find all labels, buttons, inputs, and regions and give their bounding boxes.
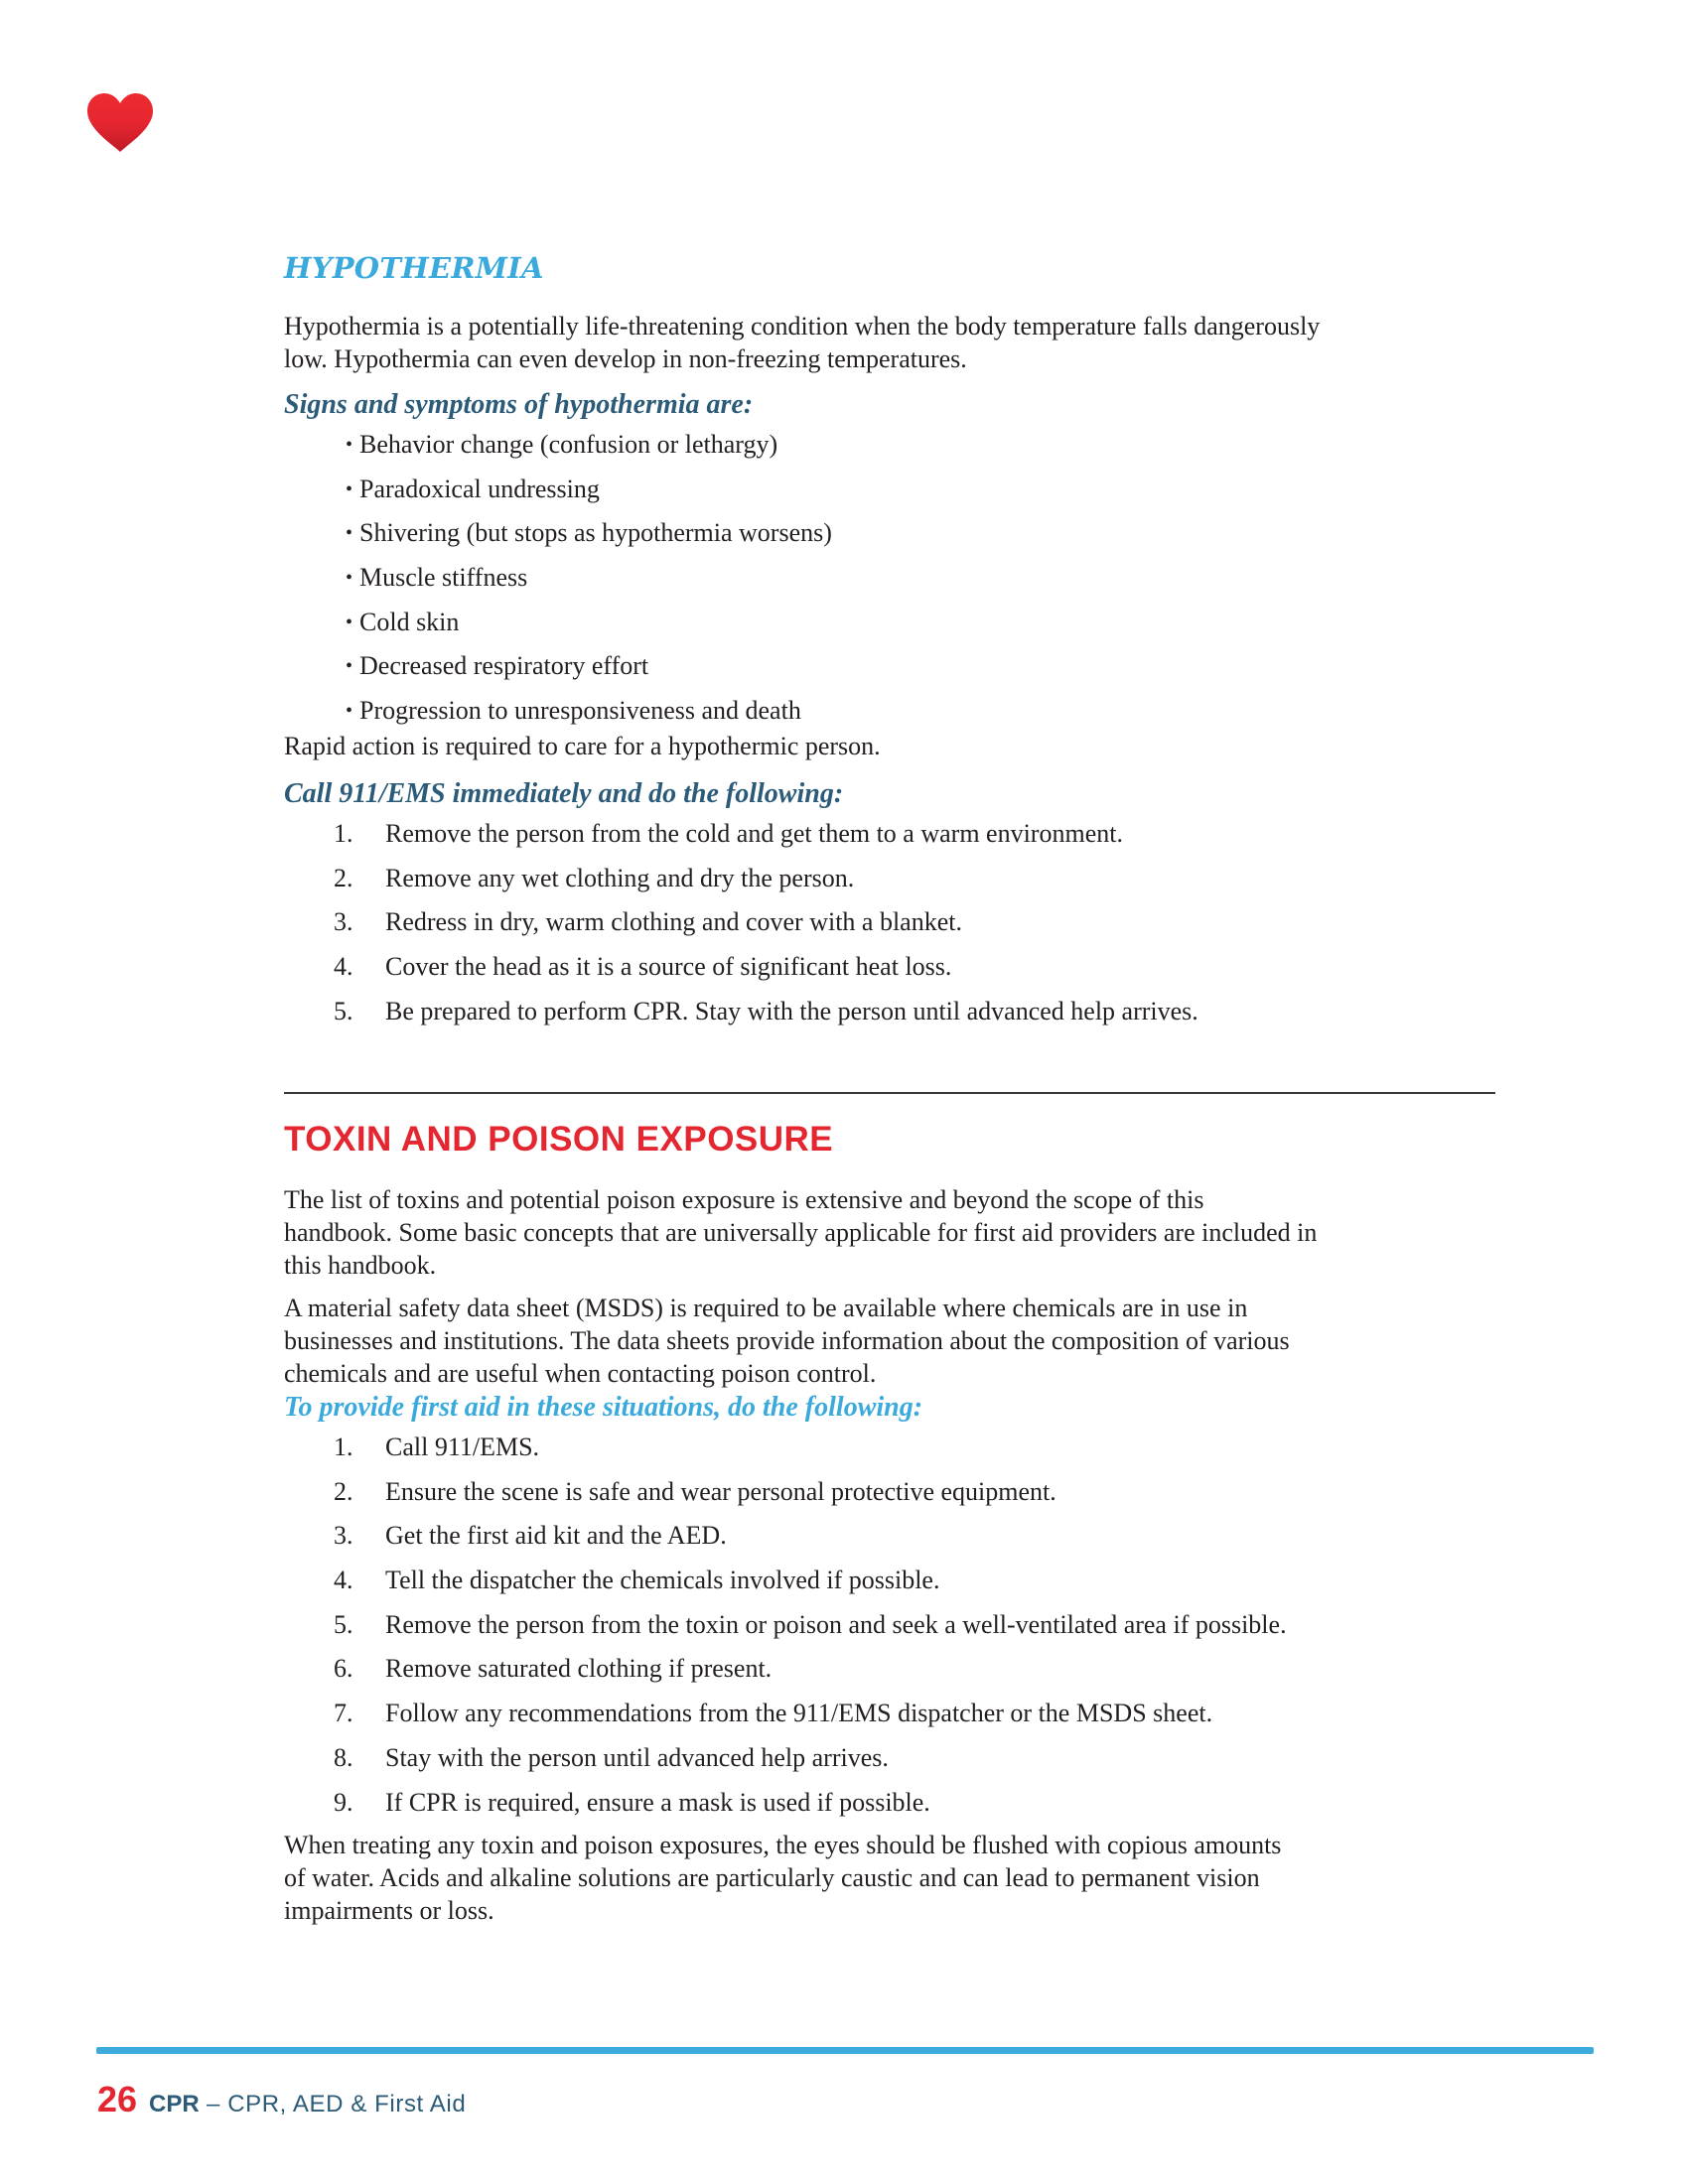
section-divider: [284, 1092, 1495, 1094]
list-item: 3. Get the first aid kit and the AED.: [334, 1521, 727, 1551]
list-item: • Decreased respiratory effort: [346, 644, 1495, 689]
rapid-action-text: Rapid action is required to care for a hypothermic person.: [284, 731, 881, 760]
toxin-section: [284, 1118, 1495, 1927]
bullet-icon: •: [346, 567, 353, 590]
footer-subtitle: – CPR, AED & First Aid: [199, 2091, 467, 2117]
list-item: 2. Remove any wet clothing and dry the person.: [334, 863, 855, 892]
list-item: 2. Ensure the scene is safe and wear personal protective equipment.: [334, 1476, 1056, 1506]
bullet-icon: •: [346, 434, 353, 456]
list-item: 7. Follow any recommendations from the 911/EMS dispatcher or the MSDS sheet.: [334, 1699, 1213, 1728]
list-item: 6. Remove saturated clothing if present.: [334, 1654, 773, 1684]
list-item: 1. Remove the person from the cold and get them to a warm environment.: [334, 818, 1123, 848]
footer-divider: [96, 2047, 1594, 2054]
toxin-steps-heading: To provide first aid in these situations, do the following:: [284, 1392, 923, 1423]
bullet-icon: •: [346, 700, 353, 723]
list-item: 5. Remove the person from the toxin or poison and seek a well-ventilated area if possible.: [334, 1609, 1287, 1639]
toxin-steps: [284, 1426, 1495, 1825]
hypothermia-section: [284, 248, 1495, 1033]
bullet-icon: •: [346, 655, 353, 678]
heart-icon: [85, 93, 155, 153]
list-item: • Behavior change (confusion or lethargy): [346, 423, 1495, 468]
hypothermia-title: HYPOTHERMIA: [284, 251, 544, 285]
bullet-icon: •: [346, 522, 353, 545]
footer-brand: CPR: [149, 2091, 200, 2117]
list-item: • Shivering (but stops as hypothermia worsens): [346, 511, 1495, 556]
eye-flush-paragraph: When treating any toxin and poison exposures, the eyes should be flushed with copious amounts of water. Acids and alkaline solutions are particularly caustic and can lead to permanent vision impairments or loss.: [284, 1831, 1282, 1926]
signs-list: [284, 423, 1495, 734]
list-item: 4. Cover the head as it is a source of significant heat loss.: [334, 951, 952, 981]
msds-paragraph: A material safety data sheet (MSDS) is required to be available where chemicals are in use in businesses and institutions. The data sheets provide information about the composition of various chemicals and are useful when contacting poison control.: [284, 1294, 1290, 1388]
bullet-icon: •: [346, 478, 353, 500]
list-item: • Muscle stiffness: [346, 556, 1495, 601]
list-item: 4. Tell the dispatcher the chemicals involved if possible.: [334, 1566, 940, 1595]
main-content: [284, 248, 1495, 1033]
list-item: 3. Redress in dry, warm clothing and cover with a blanket.: [334, 907, 962, 937]
toxin-intro: The list of toxins and potential poison exposure is extensive and beyond the scope of this handbook. Some basic concepts that are universally applicable for first aid providers are included in this handbook.: [284, 1185, 1318, 1280]
list-item: 9. If CPR is required, ensure a mask is used if possible.: [334, 1787, 930, 1817]
toxin-title: TOXIN AND POISON EXPOSURE: [284, 1120, 834, 1159]
list-item: • Progression to unresponsiveness and death: [346, 689, 1495, 734]
signs-heading: Signs and symptoms of hypothermia are:: [284, 389, 754, 420]
list-item: 5. Be prepared to perform CPR. Stay with the person until advanced help arrives.: [334, 996, 1198, 1025]
list-item: • Cold skin: [346, 601, 1495, 645]
hypothermia-steps-heading: Call 911/EMS immediately and do the following:: [284, 777, 844, 809]
hypothermia-steps: [284, 812, 1495, 1033]
page-number: 26: [97, 2079, 138, 2119]
list-item: • Paradoxical undressing: [346, 468, 1495, 512]
hypothermia-intro: Hypothermia is a potentially life-threatening condition when the body temperature falls dangerously low. Hypothermia can even develop in non-freezing temperatures.: [284, 312, 1321, 373]
page-footer: [97, 2079, 466, 2120]
bullet-icon: •: [346, 611, 353, 633]
list-item: 1. Call 911/EMS.: [334, 1433, 540, 1461]
list-item: 8. Stay with the person until advanced help arrives.: [334, 1742, 889, 1772]
